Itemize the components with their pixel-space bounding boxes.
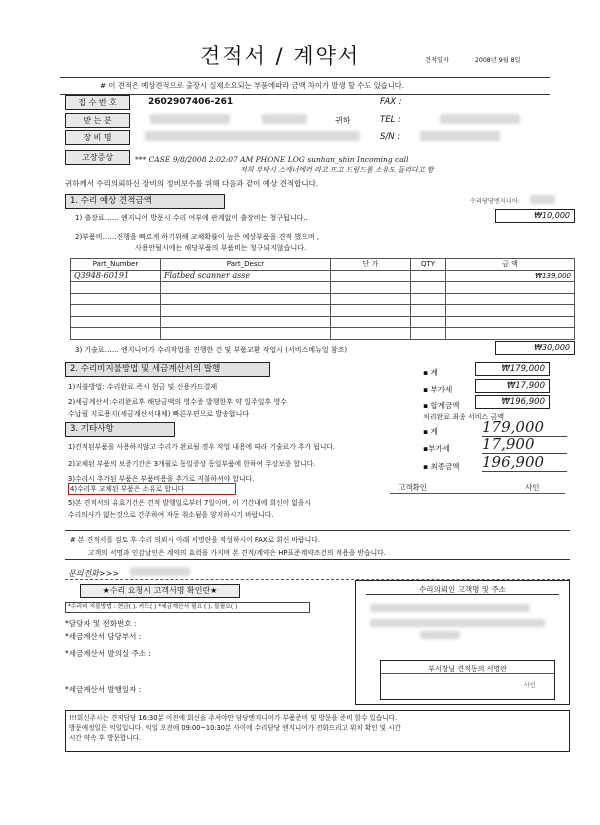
- seal-box: [380, 660, 555, 700]
- col-part-descr: Part_Descr: [161, 259, 331, 271]
- parts-table: [70, 258, 575, 340]
- amount-cell: ₩139,000: [446, 270, 575, 282]
- tax-invoice-2: 수납필 지로용지(세금계산서대체) 빠른우편으로 발송합니다: [68, 410, 250, 418]
- receipt-number-label: 접 수 번 호: [65, 95, 130, 110]
- part-descr-cell: Flatbed scanner asse: [161, 270, 331, 282]
- inquiry-label: 문의전화>>>: [68, 569, 120, 578]
- document-title: 견적서 / 계약서: [200, 44, 361, 68]
- sum-value: ₩179,000: [475, 362, 550, 376]
- payment-options: *수리비 지불방법 : 현금( ), 카드( ) *세금계산서 필요 ( ), 불필요( ): [65, 602, 310, 613]
- tel-redacted: [440, 114, 520, 124]
- unit-price-cell: [331, 270, 411, 282]
- table-row: [71, 282, 575, 294]
- misc-item-4: 4)수리후 교체된 부품은 소유로 합니다: [68, 483, 236, 495]
- hand-total-label: ▪ 최종금액: [423, 462, 460, 471]
- parts-table-header: [71, 259, 575, 271]
- date-label: 견적일자: [425, 57, 449, 64]
- device-label: 장 비 명: [65, 130, 130, 145]
- tel-label: TEL :: [380, 115, 401, 125]
- customer-redacted-1: [370, 604, 530, 612]
- parts-fee-text1: 2)부품비‥‥‥진행을 빠르게 하기위해 교체확률이 높은 예상부품을 견적 했으며 ,: [75, 233, 320, 241]
- travel-fee-amount: ₩10,000: [495, 209, 575, 223]
- recipient-label: 받 는 분: [65, 113, 130, 128]
- vat-label: ▪ 부가세: [423, 385, 453, 394]
- symptom-log: *** CASE 9/8/2008 2:02:07 AM PHONE LOG sunhan_shin Incoming call: [135, 155, 409, 164]
- table-row: [71, 293, 575, 305]
- misc-item-3: 3)수리시 추가된 부품은 부품비용을 추가로 지불하셔야 합니다.: [68, 475, 255, 483]
- table-row: [71, 328, 575, 340]
- section1-title: 1. 수리 예상 견적금액: [65, 194, 225, 209]
- vat-value: ₩17,900: [475, 379, 550, 393]
- customer-redacted-3: [420, 631, 460, 639]
- footer-notice-1: # 본 견적서를 검토 후 수리 의뢰시 아래 서명란을 작성하시어 FAX로 회신 바랍니다.: [70, 536, 320, 544]
- bottom-line-1: !!!회신주시는 견적담당 16:30분 이전에 회신을 주셔야만 담당엔지니어가 부품준비 및 방문을 준비 할수 있습니다.: [69, 714, 398, 722]
- col-amount: 금 액: [446, 259, 575, 271]
- travel-fee-text: 1) 출장료‥‥‥ 엔지니어 방문시 수리 여부에 관계없이 출장비는 청구됩니다..: [75, 214, 308, 222]
- qty-cell: [411, 270, 446, 282]
- tax-date-field: *세금계산서 발행일자 :: [65, 685, 142, 694]
- labor-fee-amount: ₩30,000: [495, 341, 575, 355]
- customer-sign-label: 사인: [525, 483, 540, 492]
- request-title: ★수리 요청시 고객서명 확인란★: [80, 584, 240, 598]
- hand-vat: 17,900: [482, 435, 567, 454]
- estimate-notice: # 이 견적은 예상견적으로 출장시 실제소요되는 부품에따라 금액 차이가 발생 할 수도 있습니다.: [60, 77, 550, 95]
- date-value: 2008년 9월 8일: [475, 57, 521, 64]
- misc-item-2: 2)교체된 부품의 보증기간은 3개월로 동일증상 동일부품에 한하여 무상보증 합니다.: [68, 460, 316, 468]
- engineer-label: 수리담당엔지니어:: [470, 198, 520, 205]
- receipt-number: 2602907406-261: [148, 97, 234, 107]
- hand-sum: 179,000: [482, 418, 567, 437]
- col-qty: QTY: [411, 259, 446, 271]
- footer-notice-2: 고객의 서명과 인감날인은 계약의 효력을 가지며 본 견적/계약은 HP표준계약조건의 적용을 받습니다.: [88, 549, 386, 557]
- section2-title: 2. 수리비지불방법 및 세금계산서의 발행: [65, 362, 270, 377]
- footer-notice-box: [65, 530, 570, 560]
- inquiry-redacted: [130, 567, 190, 576]
- customer-redacted-2: [370, 619, 545, 627]
- misc-item-5a: 5)본 견적서의 유효기간은 견적 발행일로부터 7일이며, 이 기간내에 회신이 없을시: [68, 499, 312, 507]
- hand-total: 196,900: [482, 453, 567, 472]
- recipient-redacted-2: [262, 114, 307, 124]
- sn-redacted: [420, 131, 500, 141]
- bottom-line-2: 방문예정일은 익일입니다. 익일 오전에 09:00~10:30분 사이에 수리담당 엔지니어가 전화드리고 위치 확인 및 시간: [69, 724, 401, 732]
- customer-box-title: 수리의뢰인 고객명 및 주소: [366, 581, 559, 595]
- table-row: [71, 316, 575, 328]
- table-row: [71, 305, 575, 317]
- hand-vat-label: ▪부가세: [423, 444, 450, 453]
- tax-address-field: *세금계산서 발의실 주소 :: [65, 649, 151, 658]
- engineer-redacted: [530, 195, 555, 204]
- part-number-cell: Q3948-60191: [71, 270, 161, 282]
- contact-field: *담당자 및 전화번호 :: [65, 619, 137, 628]
- total-label: ▪ 합계금액: [423, 401, 460, 410]
- final-caption: 처리완료 최종 서비스 금액: [423, 413, 505, 421]
- recipient-redacted: [150, 114, 230, 124]
- col-unit-price: 단 가: [331, 259, 411, 271]
- confirm-divider: [390, 493, 565, 494]
- device-redacted: [145, 131, 360, 141]
- seal-sign: 사인: [523, 681, 536, 689]
- bottom-notice: [65, 710, 570, 752]
- col-part-number: Part_Number: [71, 259, 161, 271]
- fax-label: FAX :: [380, 97, 402, 107]
- sn-label: S/N :: [380, 132, 401, 142]
- table-row: [71, 270, 575, 282]
- labor-fee-text: 3) 기술료‥‥‥ 엔지니어가 수리작업을 진행한 건 및 부품교환 작업시 (서비스메뉴얼 참조): [75, 346, 348, 354]
- honorific: 귀하: [335, 116, 351, 125]
- misc-item-1: 1)견적된부품을 사용하지않고 수리가 완료될 경우 작업 내용에 따라 기술료가 추가 됩니다.: [68, 443, 336, 451]
- symptom-label: 고장증상: [65, 150, 130, 165]
- bottom-line-3: 시간 약속 후 방문합니다.: [69, 734, 142, 742]
- estimate-intro: 귀하께서 수리의뢰하신 장비의 정비보수를 위해 다음과 같이 예상 견적합니다.: [65, 179, 319, 188]
- tax-invoice-1: 2)세금계산서:수리완료후 해당금액의 영수증 발행한후 약 일주일후 영수: [68, 398, 287, 406]
- hand-sum-label: ▪ 계: [423, 427, 438, 436]
- parts-fee-text2: 사용안될시에는 해당부품의 부품비는 청구되지않습니다.: [135, 244, 307, 252]
- symptom-desc: 저희 부탁시 스캐너에러 라고 뜨고 드럼드롬 소유도 들리다고 함: [240, 166, 434, 174]
- section3-title: 3. 기타사항: [65, 422, 175, 437]
- sum-label: ▪ 계: [423, 368, 438, 377]
- total-value: ₩196,900: [475, 395, 550, 409]
- tax-person-field: *세금계산서 담당부서 :: [65, 632, 142, 641]
- customer-confirm-label: 고객확인: [398, 483, 427, 492]
- seal-box-title: 부서장님 견적동의 서명란: [381, 661, 554, 674]
- payment-method: 1)지불방법: 수리완료 즉시 현금 및 신용카드결제: [68, 383, 218, 391]
- misc-item-5b: 수리의사가 없는것으로 간주하여 자동 취소됨을 양지하시기 바랍니다.: [68, 511, 274, 519]
